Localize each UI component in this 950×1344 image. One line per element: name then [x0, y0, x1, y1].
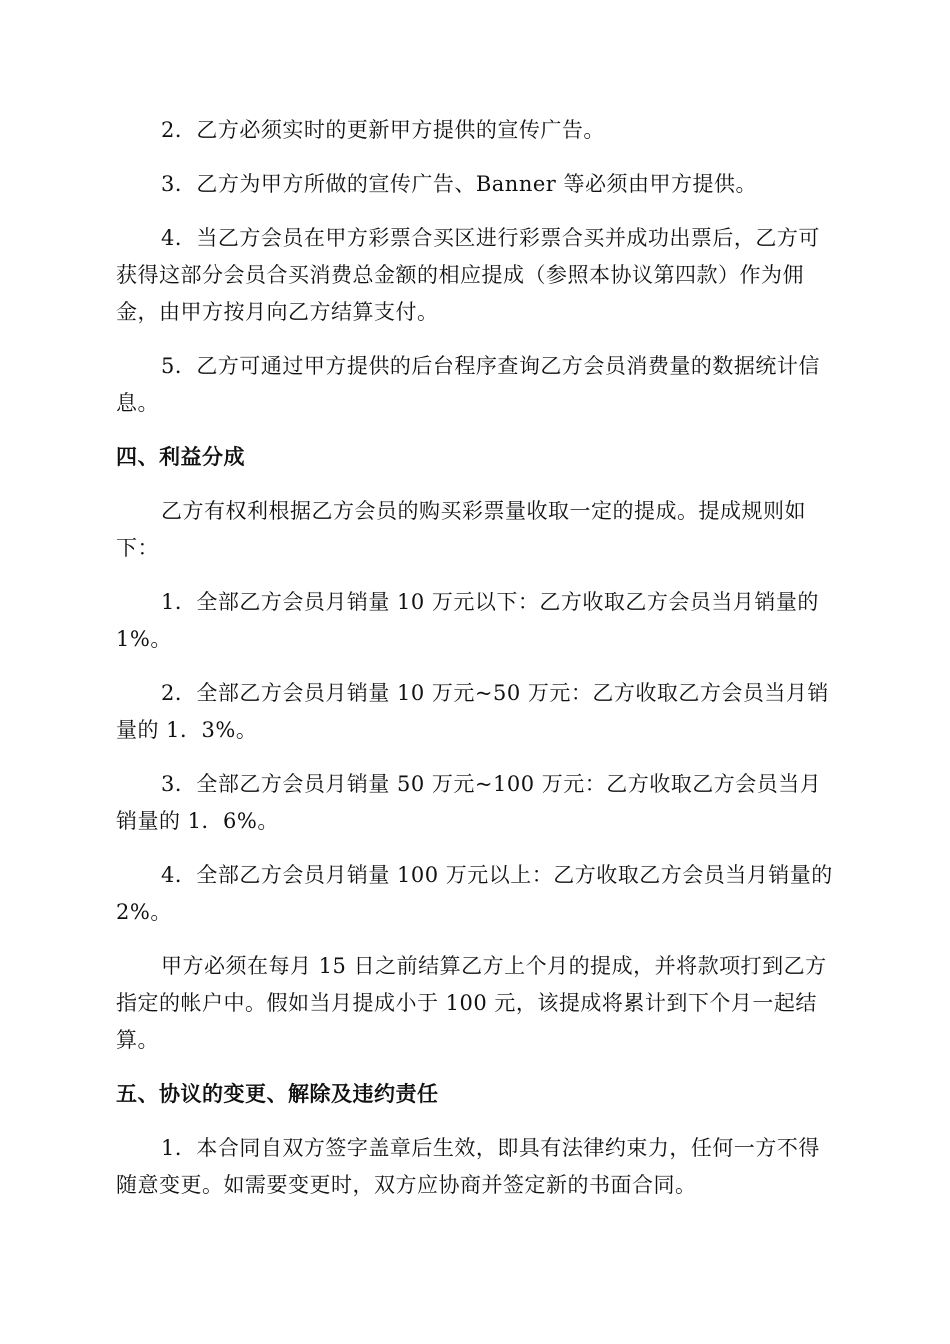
- clause-5-1: 1．本合同自双方签字盖章后生效，即具有法律约束力，任何一方不得随意变更。如需要变更时，双方应协商并签定新的书面合同。: [116, 1136, 820, 1197]
- clause-3-5: 5．乙方可通过甲方提供的后台程序查询乙方会员消费量的数据统计信息。: [116, 354, 820, 415]
- commission-rule-2: 2．全部乙方会员月销量 10 万元~50 万元：乙方收取乙方会员当月销量的 1．3%。: [116, 681, 829, 742]
- commission-rule-3: 3．全部乙方会员月销量 50 万元~100 万元：乙方收取乙方会员当月销量的 1．6%。: [116, 772, 822, 833]
- commission-rule-4: 4．全部乙方会员月销量 100 万元以上：乙方收取乙方会员当月销量的 2%。: [116, 863, 833, 924]
- section-4-heading: 四、利益分成: [116, 445, 245, 469]
- clause-3-2: 2．乙方必须实时的更新甲方提供的宣传广告。: [161, 118, 605, 142]
- document-page: [116, 112, 834, 1221]
- settlement-clause: 甲方必须在每月 15 日之前结算乙方上个月的提成，并将款项打到乙方指定的帐户中。假如当月提成小于 100 元，该提成将累计到下个月一起结算。: [116, 954, 827, 1052]
- commission-rule-1: 1．全部乙方会员月销量 10 万元以下：乙方收取乙方会员当月销量的 1%。: [116, 590, 819, 651]
- section-5-heading: 五、协议的变更、解除及违约责任: [116, 1082, 439, 1106]
- clause-3-3: 3．乙方为甲方所做的宣传广告、Banner 等必须由甲方提供。: [161, 172, 758, 196]
- section-4-intro: 乙方有权利根据乙方会员的购买彩票量收取一定的提成。提成规则如下：: [116, 499, 806, 560]
- clause-3-4: 4．当乙方会员在甲方彩票合买区进行彩票合买并成功出票后，乙方可获得这部分会员合买消费总金额的相应提成（参照本协议第四款）作为佣金，由甲方按月向乙方结算支付。: [116, 226, 820, 324]
